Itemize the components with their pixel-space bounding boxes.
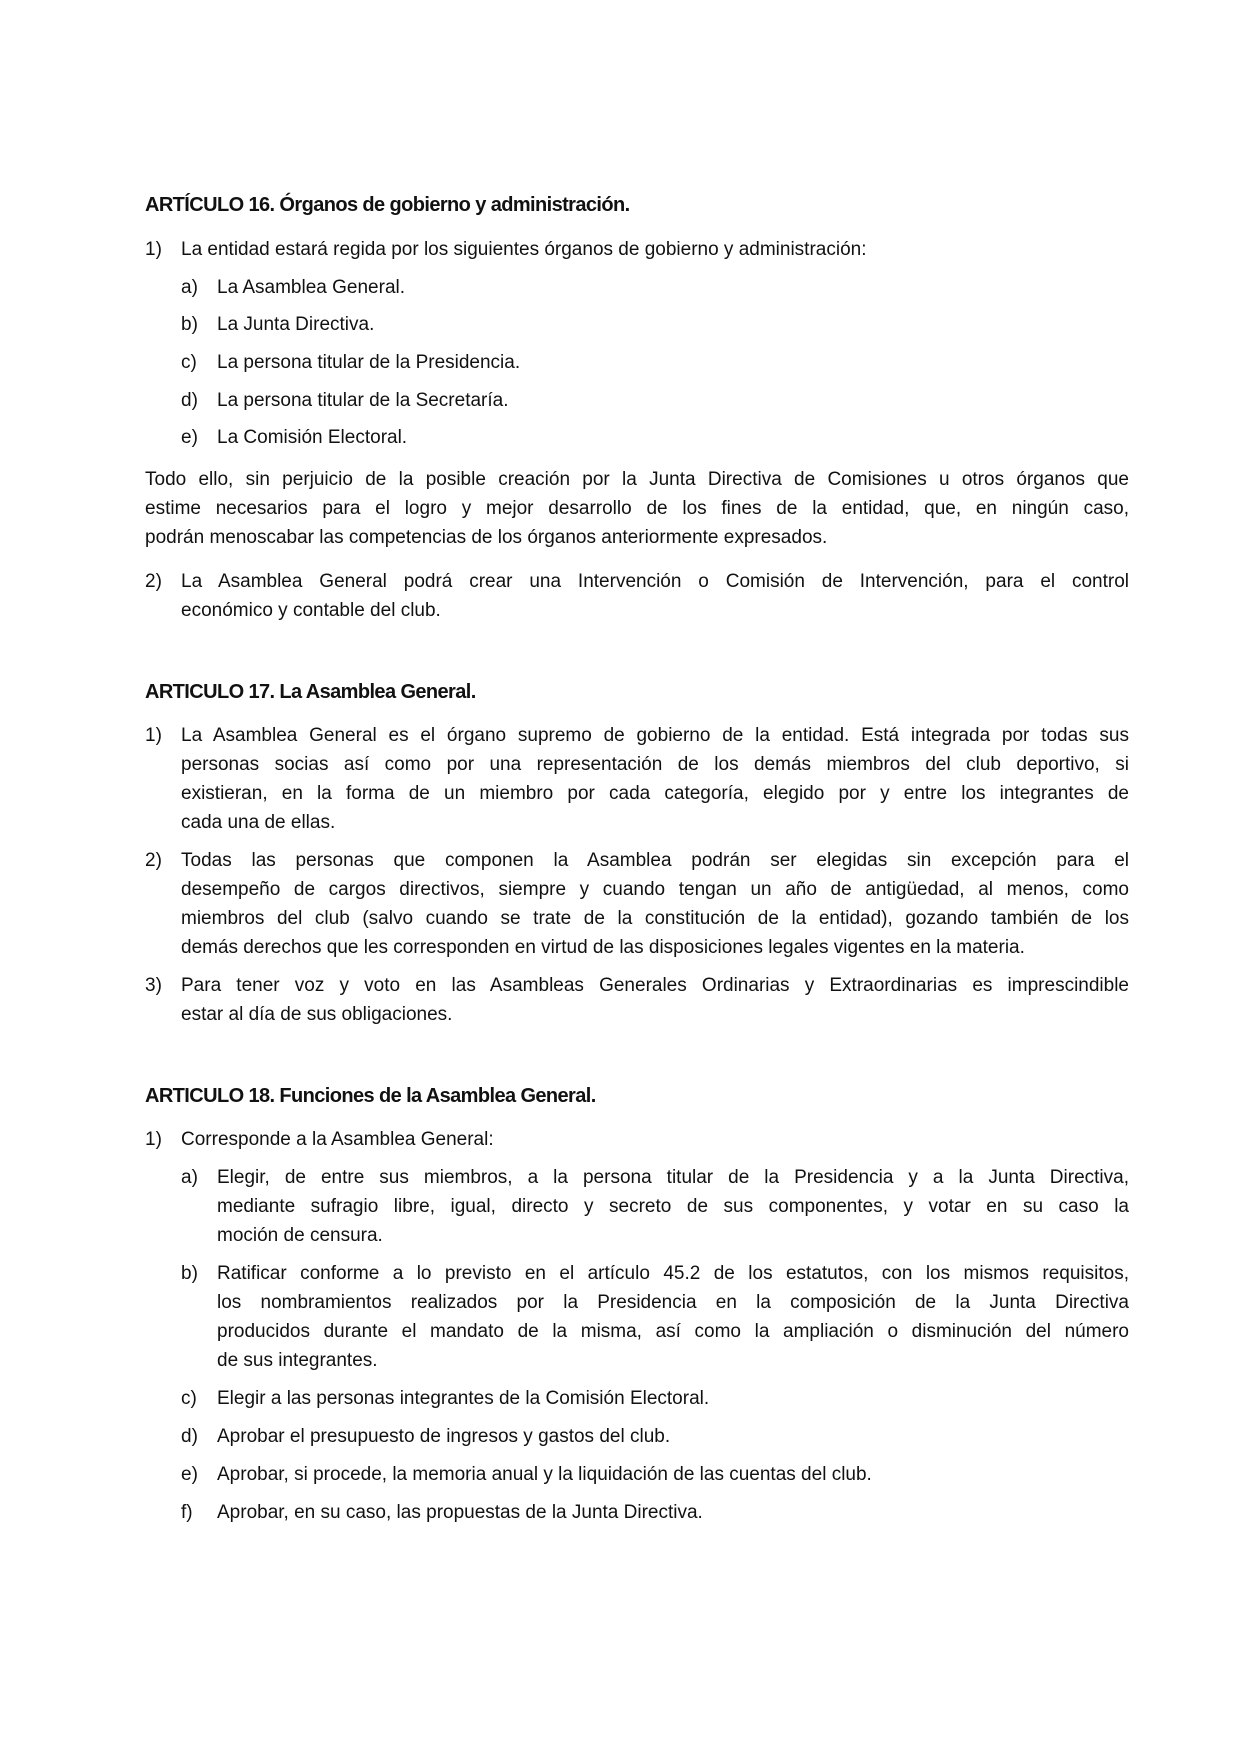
paragraph-line: Todas las personas que componen la Asamblea podrán ser elegidas sin excepción para el bbox=[181, 850, 1129, 871]
paragraph-line: desempeño de cargos directivos, siempre y cuando tengan un año de antigüedad, al menos, como bbox=[181, 879, 1129, 900]
list-number: 2) bbox=[145, 850, 162, 871]
list-label: d) bbox=[181, 1426, 198, 1447]
list-number: 2) bbox=[145, 571, 162, 592]
list-number: 1) bbox=[145, 1129, 162, 1150]
list-label: b) bbox=[181, 1263, 198, 1284]
paragraph-line: miembros del club (salvo cuando se trate de la constitución de la entidad), gozando también de los bbox=[181, 908, 1129, 929]
list-item: La Comisión Electoral. bbox=[217, 427, 408, 448]
paragraph-line: podrán menoscabar las competencias de los órganos anteriormente expresados. bbox=[145, 527, 828, 548]
list-label: c) bbox=[181, 1388, 197, 1409]
paragraph-line: económico y contable del club. bbox=[181, 600, 441, 621]
list-number: 3) bbox=[145, 975, 162, 996]
list-label: b) bbox=[181, 314, 198, 335]
list-item: La Asamblea General. bbox=[217, 277, 406, 298]
paragraph-line: cada una de ellas. bbox=[181, 812, 336, 833]
paragraph-line: personas socias así como por una representación de los demás miembros del club deportivo, si bbox=[181, 754, 1129, 775]
list-item-line: Ratificar conforme a lo previsto en el artículo 45.2 de los estatutos, con los mismos requisitos, bbox=[217, 1263, 1129, 1284]
list-item-line: Aprobar, en su caso, las propuestas de la Junta Directiva. bbox=[217, 1502, 703, 1523]
list-item: La persona titular de la Presidencia. bbox=[217, 352, 521, 373]
paragraph-line: estime necesarios para el logro y mejor desarrollo de los fines de la entidad, que, en ningún caso, bbox=[145, 498, 1129, 519]
list-item-line: Aprobar el presupuesto de ingresos y gastos del club. bbox=[217, 1426, 671, 1447]
list-item-line: Elegir a las personas integrantes de la Comisión Electoral. bbox=[217, 1388, 710, 1409]
paragraph-line: La Asamblea General podrá crear una Intervención o Comisión de Intervención, para el control bbox=[181, 571, 1129, 592]
paragraph-text: Corresponde a la Asamblea General: bbox=[181, 1129, 494, 1150]
list-item-line: los nombramientos realizados por la Presidencia en la composición de la Junta Directiva bbox=[217, 1292, 1129, 1313]
list-label: d) bbox=[181, 390, 198, 411]
paragraph-line: estar al día de sus obligaciones. bbox=[181, 1004, 453, 1025]
list-item-line: Elegir, de entre sus miembros, a la persona titular de la Presidencia y a la Junta Directiva, bbox=[217, 1167, 1129, 1188]
list-label: e) bbox=[181, 1464, 198, 1485]
article-18-title: ARTICULO 18. Funciones de la Asamblea General. bbox=[145, 1085, 596, 1107]
list-item: La Junta Directiva. bbox=[217, 314, 375, 335]
list-label: e) bbox=[181, 427, 198, 448]
list-item-line: de sus integrantes. bbox=[217, 1350, 378, 1371]
article-17-title: ARTICULO 17. La Asamblea General. bbox=[145, 681, 476, 703]
paragraph-line: La Asamblea General es el órgano supremo de gobierno de la entidad. Está integrada por todas sus bbox=[181, 725, 1129, 746]
list-item: La persona titular de la Secretaría. bbox=[217, 390, 509, 411]
article-16-title: ARTÍCULO 16. Órganos de gobierno y administración. bbox=[145, 194, 630, 216]
paragraph-line: existieran, en la forma de un miembro por cada categoría, elegido por y entre los integrantes de bbox=[181, 783, 1129, 804]
list-item-line: moción de censura. bbox=[217, 1225, 383, 1246]
paragraph-line: demás derechos que les corresponden en virtud de las disposiciones legales vigentes en la materia. bbox=[181, 937, 1025, 958]
list-item-line: producidos durante el mandato de la misma, así como la ampliación o disminución del número bbox=[217, 1321, 1129, 1342]
list-label: f) bbox=[181, 1502, 193, 1523]
list-label: c) bbox=[181, 352, 197, 373]
list-number: 1) bbox=[145, 725, 162, 746]
paragraph-line: Todo ello, sin perjuicio de la posible creación por la Junta Directiva de Comisiones u otros órganos que bbox=[145, 469, 1129, 490]
paragraph-text: La entidad estará regida por los siguientes órganos de gobierno y administración: bbox=[181, 239, 867, 260]
list-item-line: mediante sufragio libre, igual, directo y secreto de sus componentes, y votar en su caso la bbox=[217, 1196, 1129, 1217]
paragraph-line: Para tener voz y voto en las Asambleas Generales Ordinarias y Extraordinarias es imprescindible bbox=[181, 975, 1129, 996]
list-label: a) bbox=[181, 1167, 198, 1188]
list-item-line: Aprobar, si procede, la memoria anual y la liquidación de las cuentas del club. bbox=[217, 1464, 872, 1485]
list-number: 1) bbox=[145, 239, 162, 260]
list-label: a) bbox=[181, 277, 198, 298]
